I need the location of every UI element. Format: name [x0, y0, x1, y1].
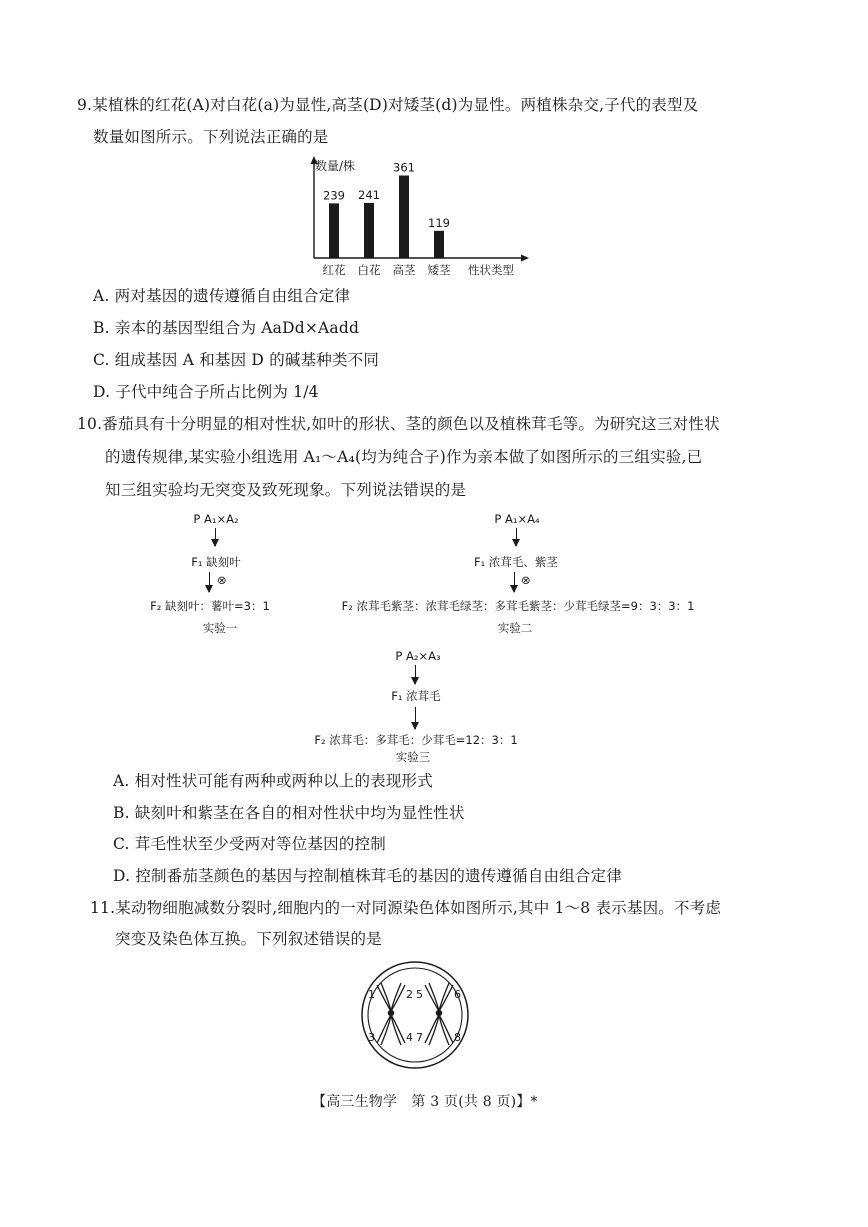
exp2-f1: F₁ 浓茸毛、紫茎: [474, 555, 558, 569]
bar-1: [364, 203, 374, 258]
category-label-3: 矮茎: [427, 263, 451, 277]
q10-option-a: A. 相对性状可能有两种或两种以上的表现形式: [113, 772, 433, 790]
bar-3: [434, 231, 444, 258]
cell-membrane: [362, 962, 468, 1068]
q11-stem-line1: 11.某动物细胞减数分裂时,细胞内的一对同源染色体如图所示,其中 1～8 表示基因。不考虑: [90, 899, 722, 917]
gene-label-4: 4: [406, 1031, 413, 1044]
page-footer: 【高三生物学 第 3 页(共 8 页)】*: [312, 1094, 538, 1110]
q9-option-a: A. 两对基因的遗传遵循自由组合定律: [93, 287, 351, 305]
gene-label-1: 1: [368, 988, 375, 1001]
bar-value-label-2: 361: [393, 160, 415, 175]
category-label-1: 白花: [357, 263, 381, 277]
category-label-0: 红花: [322, 263, 346, 277]
exp1-parents: P A₁×A₂: [193, 512, 239, 526]
bar-value-label-3: 119: [428, 215, 450, 230]
q9-option-d: D. 子代中纯合子所占比例为 1/4: [93, 383, 319, 401]
q9-bar-chart: [300, 150, 540, 278]
gene-label-8: 8: [454, 1031, 461, 1044]
exp2-arrow-1: [516, 528, 517, 546]
exp1-f2: F₂ 缺刻叶：薯叶=3：1: [150, 599, 270, 613]
y-axis-label: 数量/株: [315, 159, 356, 173]
exp2-f2: F₂ 浓茸毛紫茎：浓茸毛绿茎：多茸毛紫茎：少茸毛绿茎=9：3：3：1: [341, 599, 695, 613]
q10-stem-line3: 知三组实验均无突变及致死现象。下列说法错误的是: [105, 481, 467, 499]
q10-option-d: D. 控制番茄茎颜色的基因与控制植株茸毛的基因的遗传遵循自由组合定律: [113, 867, 623, 885]
gene-label-3: 3: [368, 1031, 375, 1044]
q11-cell-diagram: [355, 955, 477, 1077]
q11-stem-line2: 突变及染色体互换。下列叙述错误的是: [115, 930, 382, 948]
bar-value-label-1: 241: [358, 187, 380, 202]
bar-2: [399, 175, 409, 258]
exp1-label: 实验一: [202, 621, 238, 635]
exp2-parents: P A₁×A₄: [494, 512, 540, 526]
gene-label-5: 5: [416, 988, 423, 1001]
x-axis-label: 性状类型: [468, 263, 514, 277]
category-label-2: 高茎: [392, 263, 416, 277]
q10-stem-line1: 10.番茄具有十分明显的相对性状,如叶的形状、茎的颜色以及植株茸毛等。为研究这三对性状: [77, 415, 720, 433]
q10-stem-line2: 的遗传规律,某实验小组选用 A₁～A₄(均为纯合子)作为亲本做了如图所示的三组实验,已: [105, 448, 703, 466]
gene-label-6: 6: [454, 988, 461, 1001]
chromosome-right: [425, 983, 453, 1045]
bar-0: [329, 203, 339, 258]
exp3-arrow-2: [415, 707, 416, 729]
exp2-arrow-2: [514, 572, 515, 592]
exp3-parents: P A₂×A₃: [395, 649, 441, 663]
q9-option-b: B. 亲本的基因型组合为 AaDd×Aadd: [93, 319, 360, 337]
exp1-arrow-2: [209, 572, 210, 592]
exp3-f2: F₂ 浓茸毛：多茸毛：少茸毛=12：3：1: [314, 733, 518, 747]
q9-stem-line1: 9.某植株的红花(A)对白花(a)为显性,高茎(D)对矮茎(d)为显性。两植株杂交,子代的表型及: [77, 96, 699, 114]
exp2-selfing-symbol: ⊗: [521, 573, 531, 587]
exp1-selfing-symbol: ⊗: [217, 573, 227, 587]
nuclear-region: [368, 968, 462, 1062]
bar-value-label-0: 239: [323, 188, 345, 203]
gene-label-7: 7: [416, 1031, 423, 1044]
gene-label-2: 2: [406, 988, 413, 1001]
exp3-f1: F₁ 浓茸毛: [391, 689, 441, 703]
q10-option-c: C. 茸毛性状至少受两对等位基因的控制: [113, 835, 386, 853]
chromosome-left: [377, 983, 405, 1045]
exp1-arrow-1: [215, 528, 216, 546]
q9-stem-line2: 数量如图所示。下列说法正确的是: [93, 128, 329, 146]
exp2-label: 实验二: [497, 621, 533, 635]
q10-option-b: B. 缺刻叶和紫茎在各自的相对性状中均为显性性状: [113, 804, 465, 822]
exp1-f1: F₁ 缺刻叶: [191, 555, 241, 569]
exp3-arrow-1: [415, 665, 416, 684]
x-axis-arrow: [521, 255, 529, 262]
q9-option-c: C. 组成基因 A 和基因 D 的碱基种类不同: [93, 351, 380, 369]
exp3-label: 实验三: [395, 750, 431, 764]
